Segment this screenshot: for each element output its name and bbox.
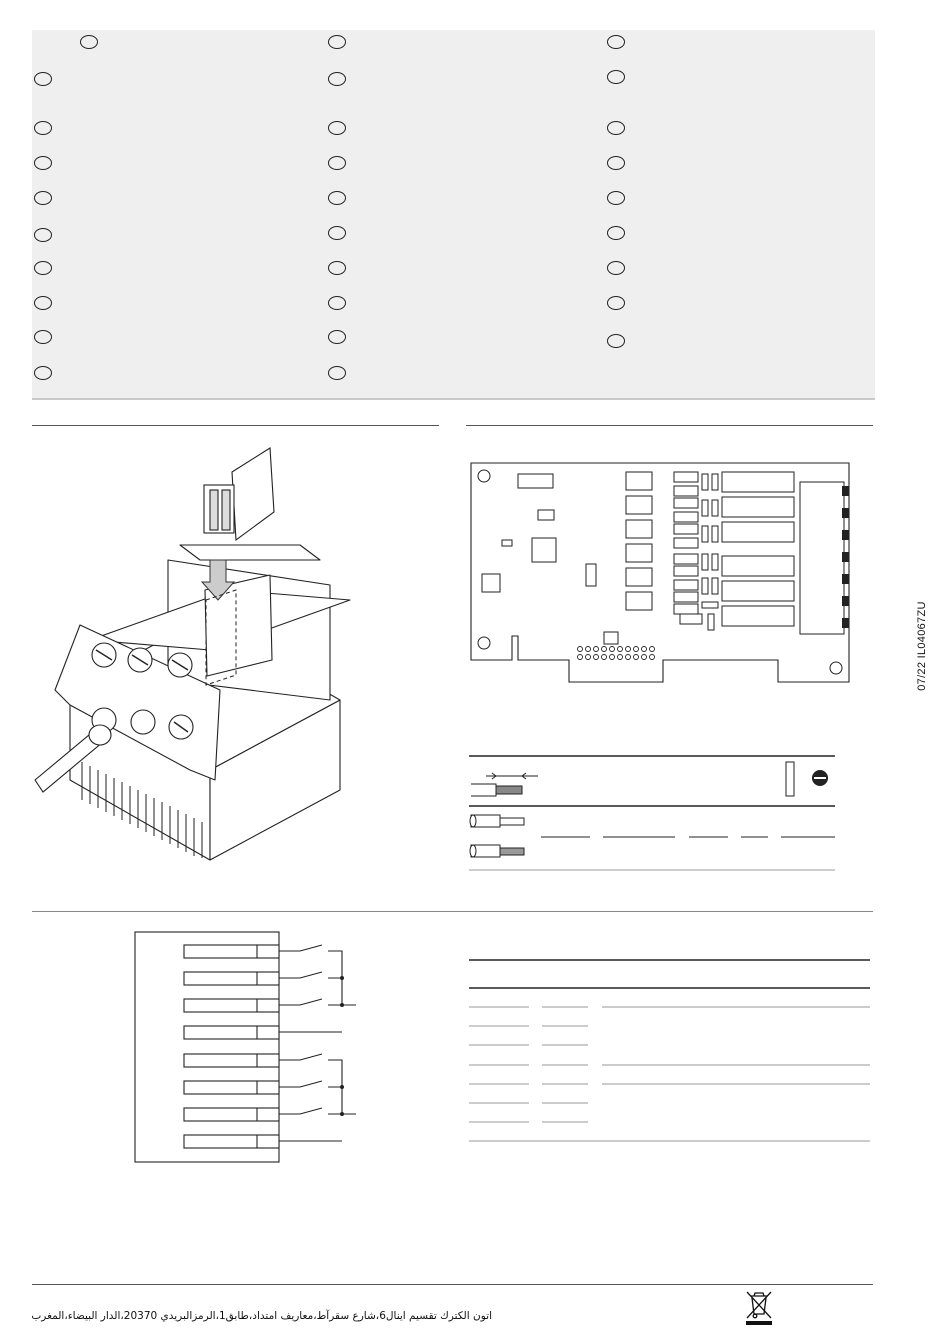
footer-address: اتون الكترك تقسيم اينال6،شارع سقرآط،معاريف امتداد،طابق1،الرمزالبريدي 20370،الدار البيضاء،المغرب (31, 1310, 492, 1322)
document-code: 07/22 IL04067ZU (916, 601, 928, 691)
weee-bin-icon (745, 1290, 773, 1326)
